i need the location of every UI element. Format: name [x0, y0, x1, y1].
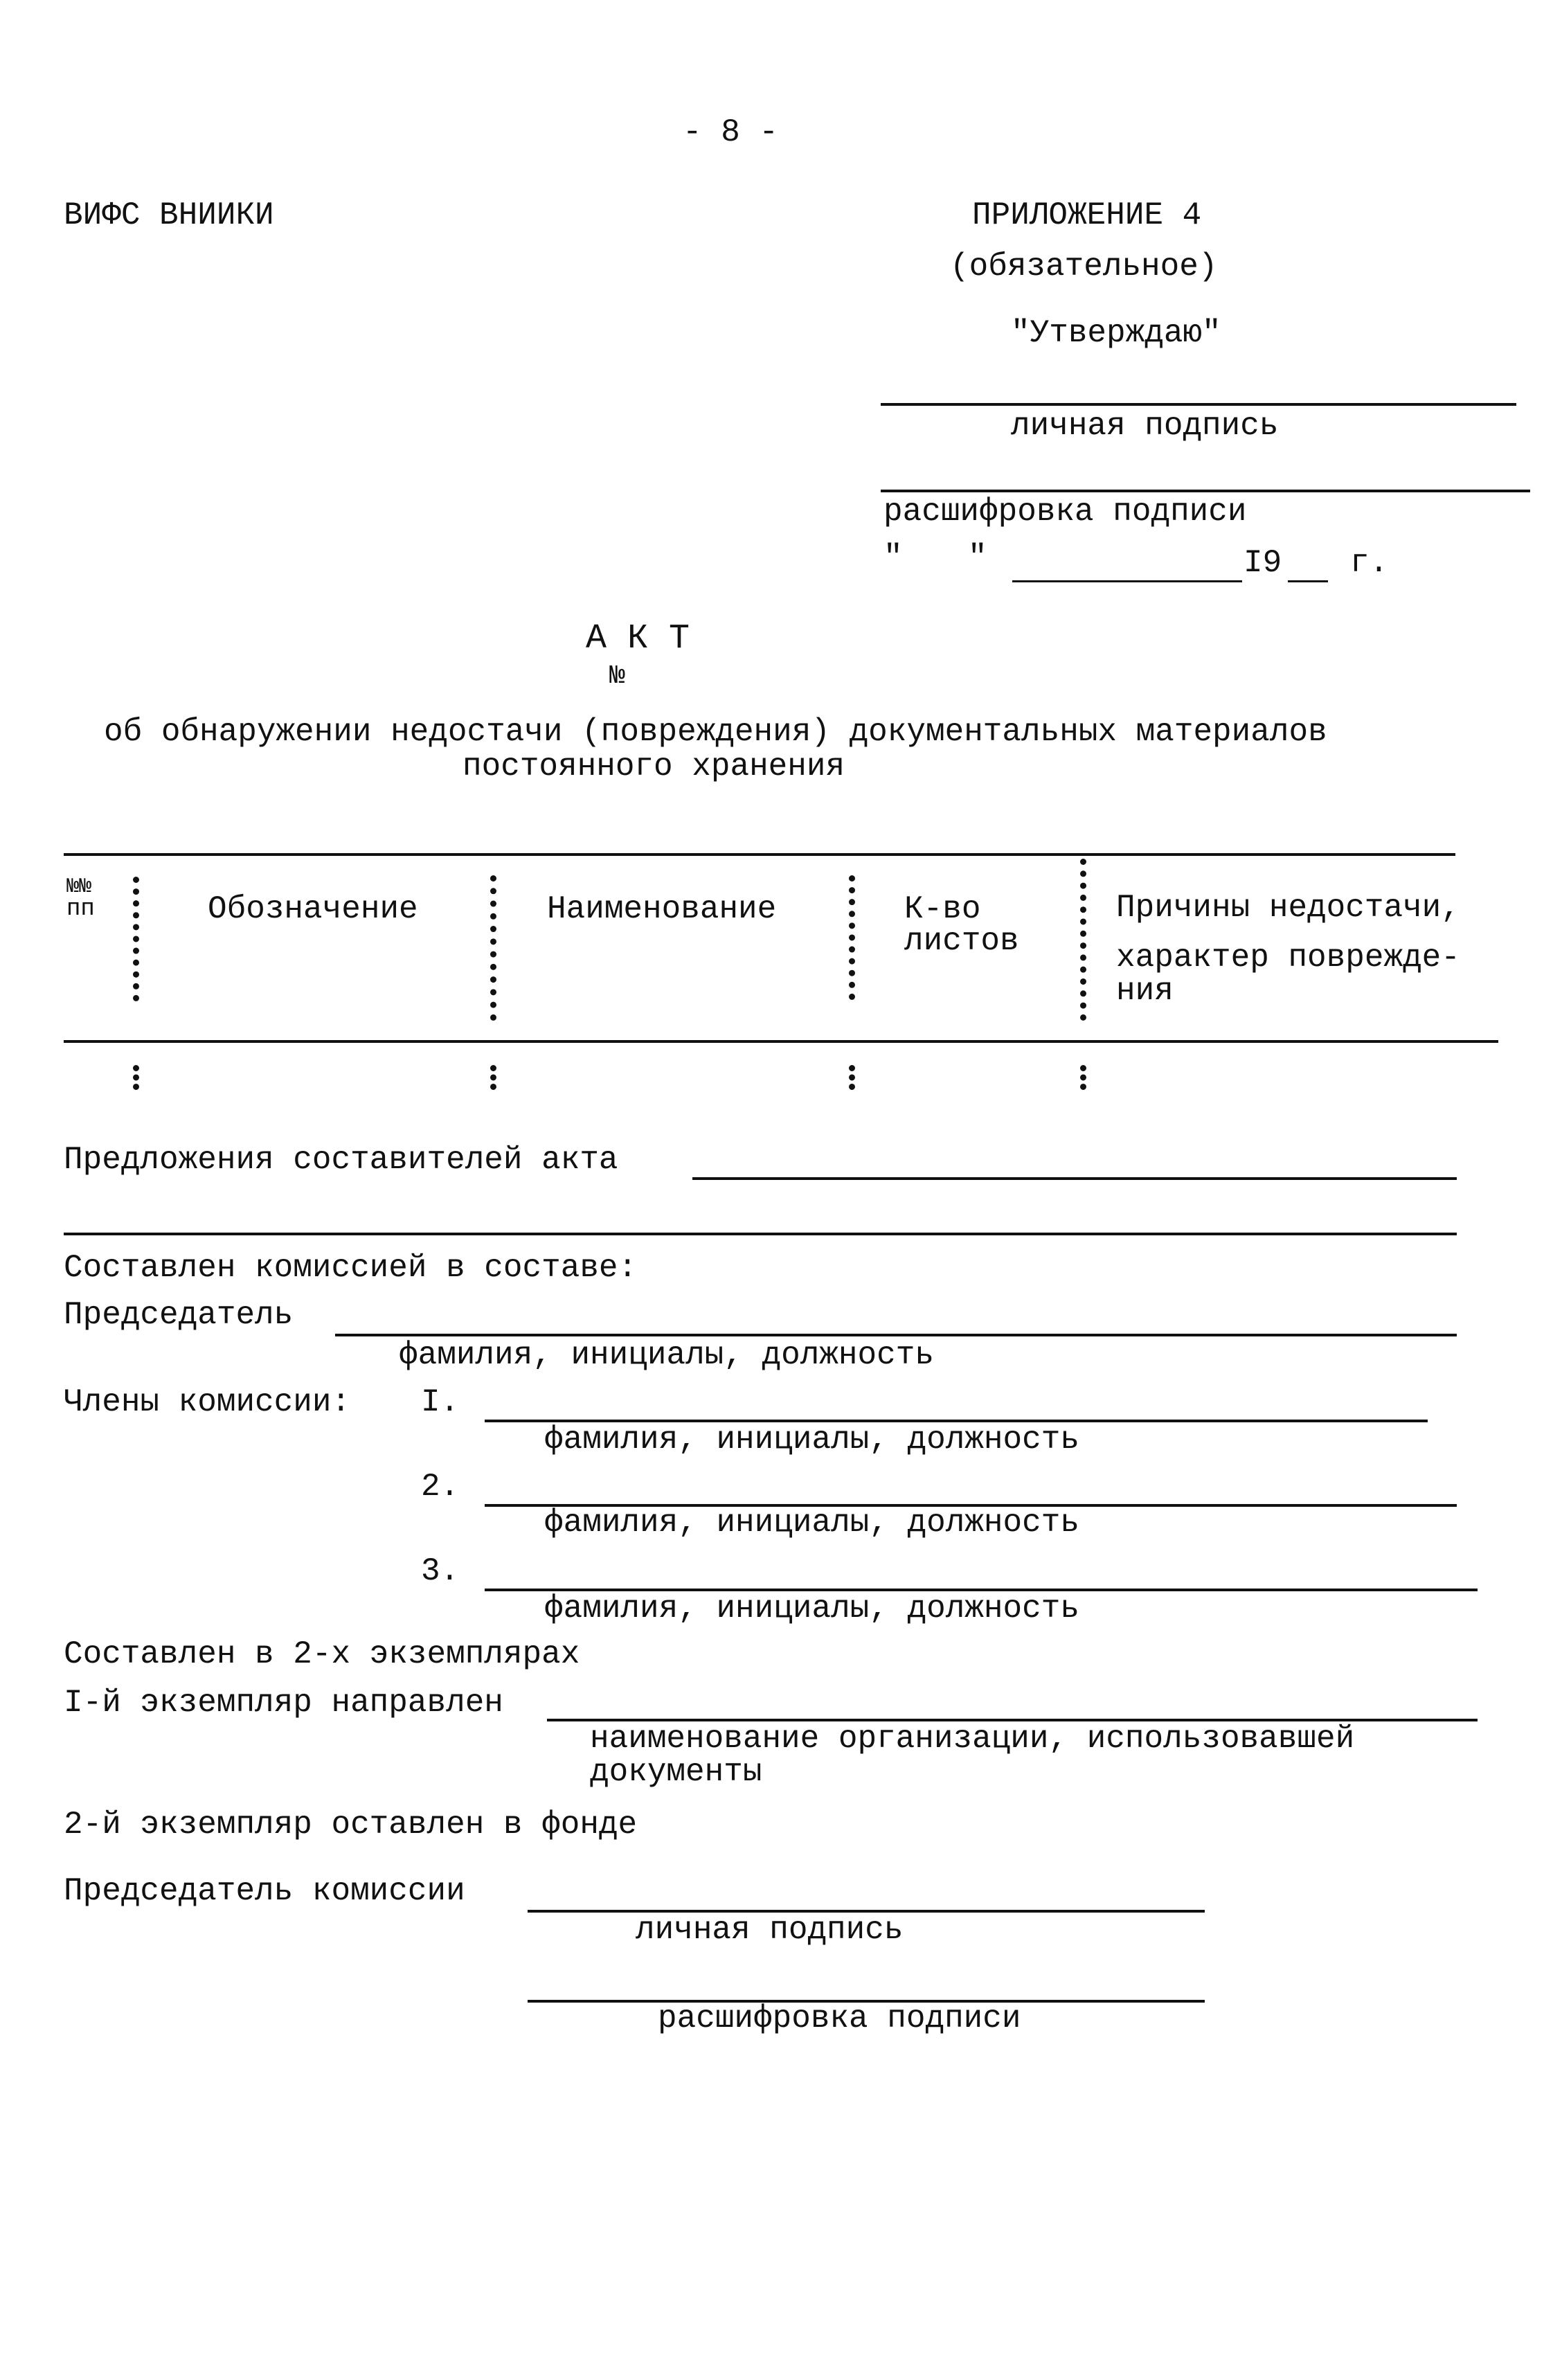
organization-code: ВИФС ВНИИКИ — [64, 197, 274, 233]
col-reasons-line2: характер поврежде- — [1116, 940, 1460, 976]
col-sheets-line2: листов — [904, 923, 1019, 959]
copy-1-label: I-й экземпляр направлен — [64, 1685, 503, 1721]
member-1-caption: фамилия, инициалы, должность — [544, 1422, 1079, 1458]
act-number-sign: № — [609, 661, 625, 691]
table-header-bottom-line — [64, 1040, 1498, 1043]
date-year-line — [1288, 580, 1328, 582]
date-year-suffix: г. — [1350, 545, 1389, 581]
col-separator-4 — [1080, 859, 1086, 1021]
composed-by-label: Составлен комиссией в составе: — [64, 1250, 638, 1286]
appendix-note: (обязательное) — [950, 249, 1218, 285]
approver-decode-line — [881, 490, 1530, 492]
row-separator-4 — [1080, 1065, 1086, 1090]
col-separator-2 — [490, 875, 496, 1021]
col-separator-1 — [133, 877, 139, 1001]
proposals-line — [692, 1177, 1457, 1180]
table-top-line — [64, 853, 1455, 856]
col-num-top: №№ — [66, 875, 92, 899]
copy-2-label: 2-й экземпляр оставлен в фонде — [64, 1807, 638, 1843]
col-name: Наименование — [547, 891, 777, 927]
member-3-caption: фамилия, инициалы, должность — [544, 1591, 1079, 1627]
date-year-prefix: I9 — [1244, 545, 1282, 581]
act-subtitle-line1: об обнаружении недостачи (повреждения) документальных материалов — [104, 714, 1327, 750]
commission-chairman-signature-caption: личная подпись — [636, 1912, 904, 1948]
proposals-label: Предложения составителей акта — [64, 1142, 618, 1178]
approve-label: "Утверждаю" — [1011, 315, 1221, 351]
approver-signature-line — [881, 403, 1516, 406]
col-num-bottom: пп — [66, 896, 95, 922]
commission-chairman-label: Председатель комиссии — [64, 1873, 465, 1909]
member-2-number: 2. — [421, 1469, 460, 1505]
date-quote-close: " — [968, 539, 987, 575]
date-quote-open: " — [883, 539, 903, 575]
act-subtitle-line2: постоянного хранения — [463, 749, 845, 785]
page-number: - 8 - — [682, 114, 779, 150]
proposals-line-2 — [64, 1233, 1457, 1235]
copy-1-caption-line1: наименование организации, использовавшей — [590, 1721, 1355, 1757]
member-1-number: I. — [421, 1384, 460, 1420]
copies-label: Составлен в 2-х экземплярах — [64, 1636, 580, 1672]
commission-chairman-decode-caption: расшифровка подписи — [658, 2001, 1021, 2037]
chairman-label: Председатель — [64, 1297, 294, 1333]
col-reasons-line1: Причины недостачи, — [1116, 890, 1460, 926]
members-label: Члены комиссии: — [64, 1384, 351, 1420]
col-reasons-line3: ния — [1116, 973, 1174, 1009]
date-month-line — [1012, 580, 1242, 582]
approver-decode-caption: расшифровка подписи — [883, 494, 1247, 530]
col-separator-3 — [849, 875, 855, 1000]
act-title: А К Т — [586, 619, 690, 659]
chairman-name-caption: фамилия, инициалы, должность — [399, 1337, 934, 1373]
row-separator-2 — [490, 1065, 496, 1090]
appendix-title: ПРИЛОЖЕНИЕ 4 — [972, 197, 1202, 233]
col-sheets-line1: К-во — [904, 891, 981, 927]
approver-signature-caption: личная подпись — [1011, 408, 1279, 444]
member-3-number: 3. — [421, 1553, 460, 1589]
chairman-line — [335, 1334, 1457, 1336]
col-designation: Обозначение — [208, 891, 418, 927]
copy-1-caption-line2: документы — [590, 1754, 762, 1790]
member-2-caption: фамилия, инициалы, должность — [544, 1505, 1079, 1541]
row-separator-1 — [133, 1065, 139, 1090]
row-separator-3 — [849, 1065, 855, 1090]
